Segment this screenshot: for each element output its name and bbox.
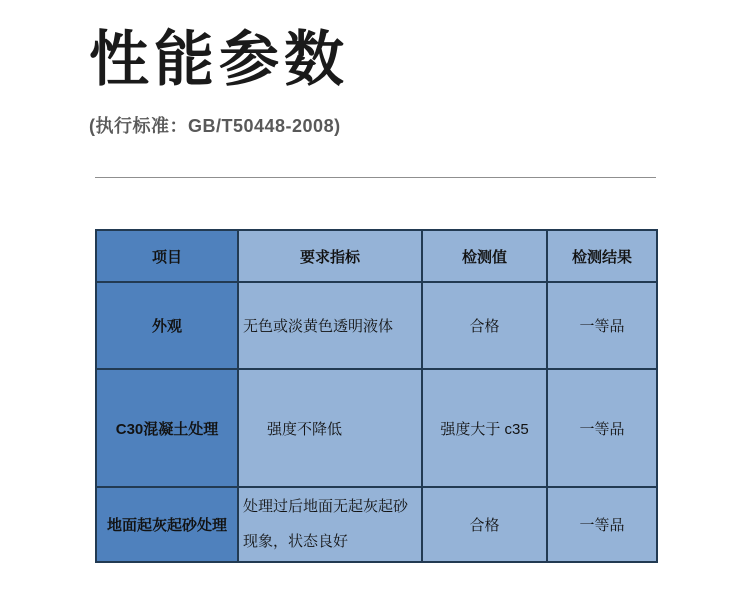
- col-header-value: 检测值: [422, 230, 547, 282]
- row-item-label: 外观: [96, 282, 238, 369]
- table-row: [96, 282, 657, 369]
- table-row: [96, 487, 657, 562]
- row-detected-value: 强度大于 c35: [422, 369, 547, 487]
- row-requirement-value: 无色或淡黄色透明液体: [238, 282, 422, 369]
- standard-note: (执行标准：GB/T50448-2008): [89, 116, 341, 136]
- col-header-item: 项目: [96, 230, 238, 282]
- row-requirement-value: 处理过后地面无起灰起砂现象，状态良好: [238, 487, 422, 562]
- row-result-value: 一等品: [547, 487, 657, 562]
- table-header-row: [96, 230, 657, 282]
- row-result-value: 一等品: [547, 282, 657, 369]
- row-detected-value: 合格: [422, 282, 547, 369]
- row-item-label: 地面起灰起砂处理: [96, 487, 238, 562]
- row-result-value: 一等品: [547, 369, 657, 487]
- divider: [95, 177, 656, 178]
- row-detected-value: 合格: [422, 487, 547, 562]
- row-item-label: C30混凝土处理: [96, 369, 238, 487]
- spec-table: [95, 229, 658, 563]
- page-title: 性能参数: [89, 26, 349, 93]
- table-row: [96, 369, 657, 487]
- row-requirement-value: 强度不降低: [238, 369, 422, 487]
- col-header-requirement: 要求指标: [238, 230, 422, 282]
- col-header-result: 检测结果: [547, 230, 657, 282]
